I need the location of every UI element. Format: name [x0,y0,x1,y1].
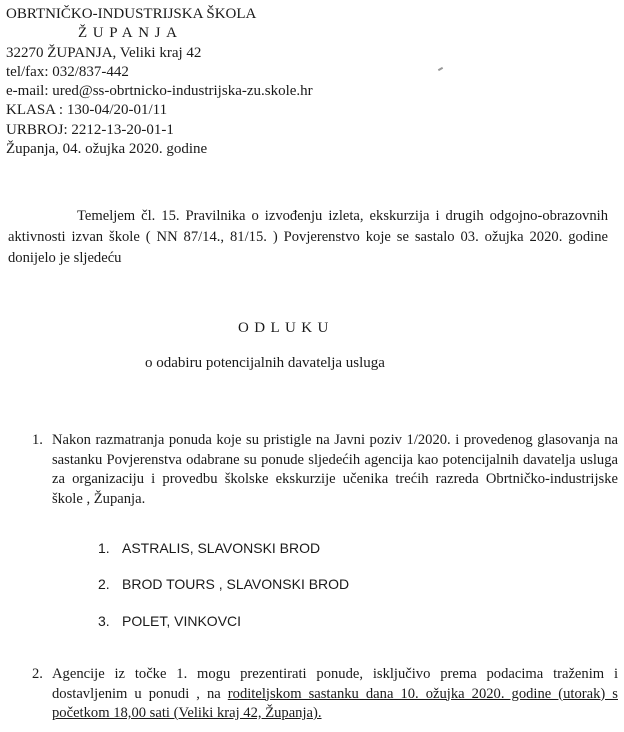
decision-item-2 [32,665,618,724]
agency-item [98,613,241,629]
agency-item [98,540,320,556]
scan-mark [438,67,443,71]
school-city: ŽUPANJA [78,25,183,42]
item-text: Nakon razmatranja ponuda koje su pristigle na Javni poziv 1/2020. i provedenog glasovanja na sastanku Povjerenstva odabrane su ponude sljedećih agencija kao potencijalnih davatelja usluga za organizaciju i provedbu školske ekskurzije učenika trećih razreda Obrtničko-industrijske škole , Županja. [52,432,618,507]
school-email: e-mail: ured@ss-obrtnicko-industrijska-zu.skole.hr [6,83,313,100]
item-number: 2. [32,666,43,682]
agency-name: BROD TOURS , SLAVONSKI BROD [122,576,350,592]
urbroj: URBROJ: 2212-13-20-01-1 [6,121,174,138]
item-number: 1. [32,432,43,448]
agency-item [98,576,349,592]
intro-paragraph [8,206,608,269]
agency-number: 2. [98,576,110,592]
school-address: 32270 ŽUPANJA, Veliki kraj 42 [6,44,202,61]
school-telfax: tel/fax: 032/837-442 [6,63,129,80]
item-text [52,665,618,724]
klasa: KLASA : 130-04/20-01/11 [6,102,168,119]
decision-item-1 [32,431,618,509]
item-text-plain: Agencije iz točke 1. mogu prezentirati ponude, isključivo prema podacima traženim i dostavljenim u ponudi , na [52,666,618,702]
agency-number: 1. [98,540,110,556]
intro-text: Temeljem čl. 15. Pravilnika o izvođenju izleta, ekskurzija i drugih odgojno-obrazovnih aktivnosti izvan škole ( NN 87/14., 81/15. ) Povjerenstvo koje se sastalo 03. ožujka 2020. godine donijelo je sljedeću [8,208,608,266]
document-date: Županja, 04. ožujka 2020. godine [6,141,208,158]
document-subtitle: o odabiru potencijalnih davatelja usluga [145,355,385,371]
meeting-details: roditeljskom sastanku dana 10. ožujka 2020. godine (utorak) s početkom 18,00 sati (Veliki kraj 42, Županja). [52,685,618,721]
school-name: OBRTNIČKO-INDUSTRIJSKA ŠKOLA [6,6,257,22]
agency-number: 3. [98,613,110,629]
agency-name: POLET, VINKOVCI [122,613,242,629]
agency-name: ASTRALIS, SLAVONSKI BROD [122,540,321,556]
document-title: ODLUKU [238,320,334,336]
letterhead [6,5,313,159]
